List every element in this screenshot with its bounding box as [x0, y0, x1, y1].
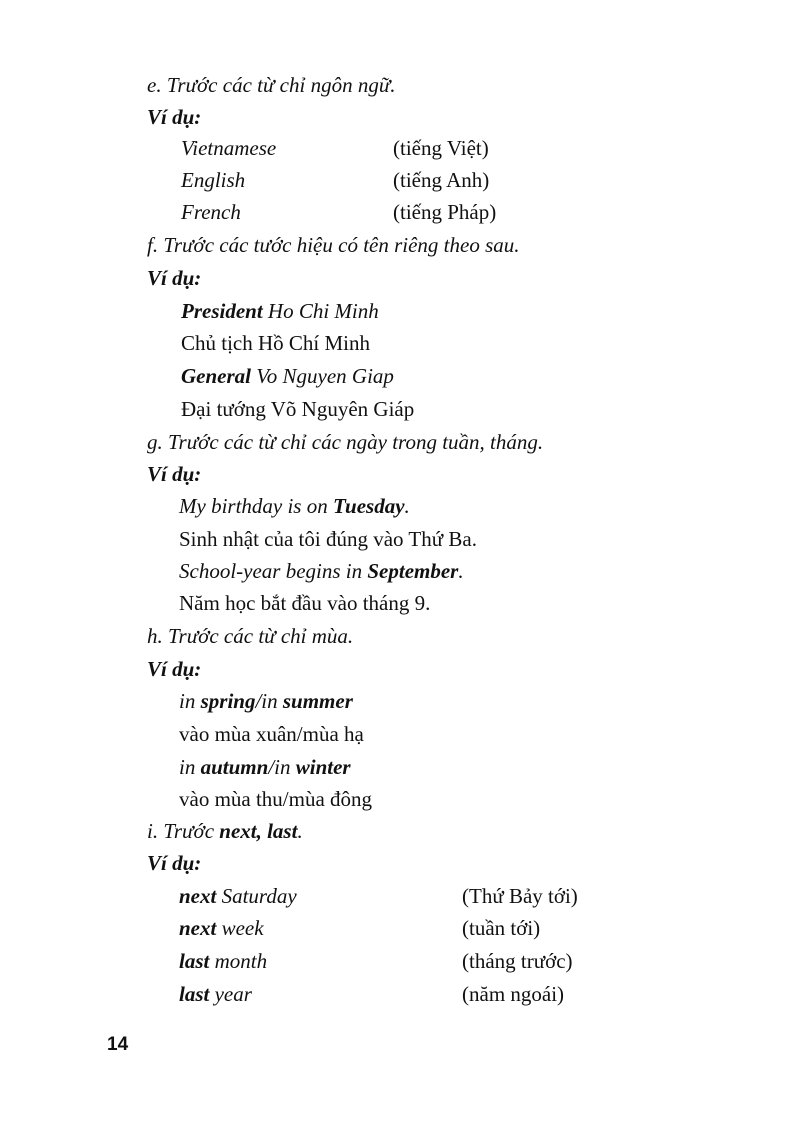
- term-rest: Saturday: [216, 884, 297, 908]
- section-e-example-label: Ví dụ:: [147, 105, 202, 129]
- section-e-meaning-3: (tiếng Pháp): [393, 200, 497, 224]
- title-word: General: [181, 364, 251, 388]
- day-word: Tuesday: [332, 494, 405, 518]
- section-f-heading: f. Trước các tước hiệu có tên riêng theo sau.: [147, 233, 520, 257]
- season-word: winter: [295, 755, 351, 779]
- punctuation: .: [404, 494, 410, 518]
- section-i-term-1: [179, 884, 297, 908]
- term-rest: year: [209, 982, 252, 1006]
- example-text: /in: [268, 755, 296, 779]
- proper-name: Vo Nguyen Giap: [251, 364, 394, 388]
- example-text: My birthday is on: [179, 494, 333, 518]
- section-h-translation-2: vào mùa thu/mùa đông: [179, 787, 373, 811]
- section-i-meaning-4: (năm ngoái): [462, 982, 565, 1006]
- term-rest: week: [216, 916, 264, 940]
- season-word: autumn: [200, 755, 269, 779]
- title-word: President: [181, 299, 263, 323]
- keyword: next: [179, 884, 217, 908]
- term-rest: month: [209, 949, 268, 973]
- punctuation: .: [297, 819, 303, 843]
- section-e-meaning-1: (tiếng Việt): [393, 136, 489, 160]
- section-f-example-2: [181, 364, 394, 388]
- section-i-term-2: [179, 916, 264, 940]
- section-h-example-label: Ví dụ:: [147, 657, 202, 681]
- section-h-translation-1: vào mùa xuân/mùa hạ: [179, 722, 364, 746]
- section-f-example-label: Ví dụ:: [147, 266, 202, 290]
- section-i-term-3: [179, 949, 267, 973]
- section-h-example-2: [179, 755, 351, 779]
- section-g-heading: g. Trước các từ chỉ các ngày trong tuần, tháng.: [147, 430, 544, 454]
- example-text: /in: [255, 689, 283, 713]
- keyword: last: [179, 982, 210, 1006]
- section-i-term-4: [179, 982, 252, 1006]
- section-i-meaning-2: (tuần tới): [462, 916, 541, 940]
- section-i-meaning-1: (Thứ Bảy tới): [462, 884, 578, 908]
- section-f-translation-1: Chủ tịch Hồ Chí Minh: [181, 331, 371, 355]
- section-g-translation-2: Năm học bắt đầu vào tháng 9.: [179, 591, 431, 615]
- section-g-translation-1: Sinh nhật của tôi đúng vào Thứ Ba.: [179, 527, 477, 551]
- example-text: in: [179, 689, 201, 713]
- section-g-example-label: Ví dụ:: [147, 462, 202, 486]
- section-e-term-1: Vietnamese: [181, 136, 277, 160]
- month-word: September: [367, 559, 459, 583]
- section-e-meaning-2: (tiếng Anh): [393, 168, 490, 192]
- section-f-example-1: [181, 299, 379, 323]
- punctuation: .: [458, 559, 464, 583]
- heading-keywords: next, last: [219, 819, 298, 843]
- section-e-heading: e. Trước các từ chỉ ngôn ngữ.: [147, 73, 396, 97]
- section-i-example-label: Ví dụ:: [147, 851, 202, 875]
- section-h-example-1: [179, 689, 353, 713]
- section-e-term-3: French: [181, 200, 241, 224]
- proper-name: Ho Chi Minh: [262, 299, 379, 323]
- section-e-term-2: English: [181, 168, 246, 192]
- season-word: spring: [200, 689, 256, 713]
- section-h-heading: h. Trước các từ chỉ mùa.: [147, 624, 354, 648]
- section-g-example-2: [179, 559, 464, 583]
- page-number: 14: [107, 1034, 129, 1055]
- heading-text: i. Trước: [147, 819, 220, 843]
- section-g-example-1: [179, 494, 410, 518]
- keyword: last: [179, 949, 210, 973]
- section-i-heading: [147, 819, 303, 843]
- section-i-meaning-3: (tháng trước): [462, 949, 573, 973]
- example-text: in: [179, 755, 201, 779]
- season-word: summer: [282, 689, 353, 713]
- keyword: next: [179, 916, 217, 940]
- section-f-translation-2: Đại tướng Võ Nguyên Giáp: [181, 397, 415, 421]
- example-text: School-year begins in: [179, 559, 368, 583]
